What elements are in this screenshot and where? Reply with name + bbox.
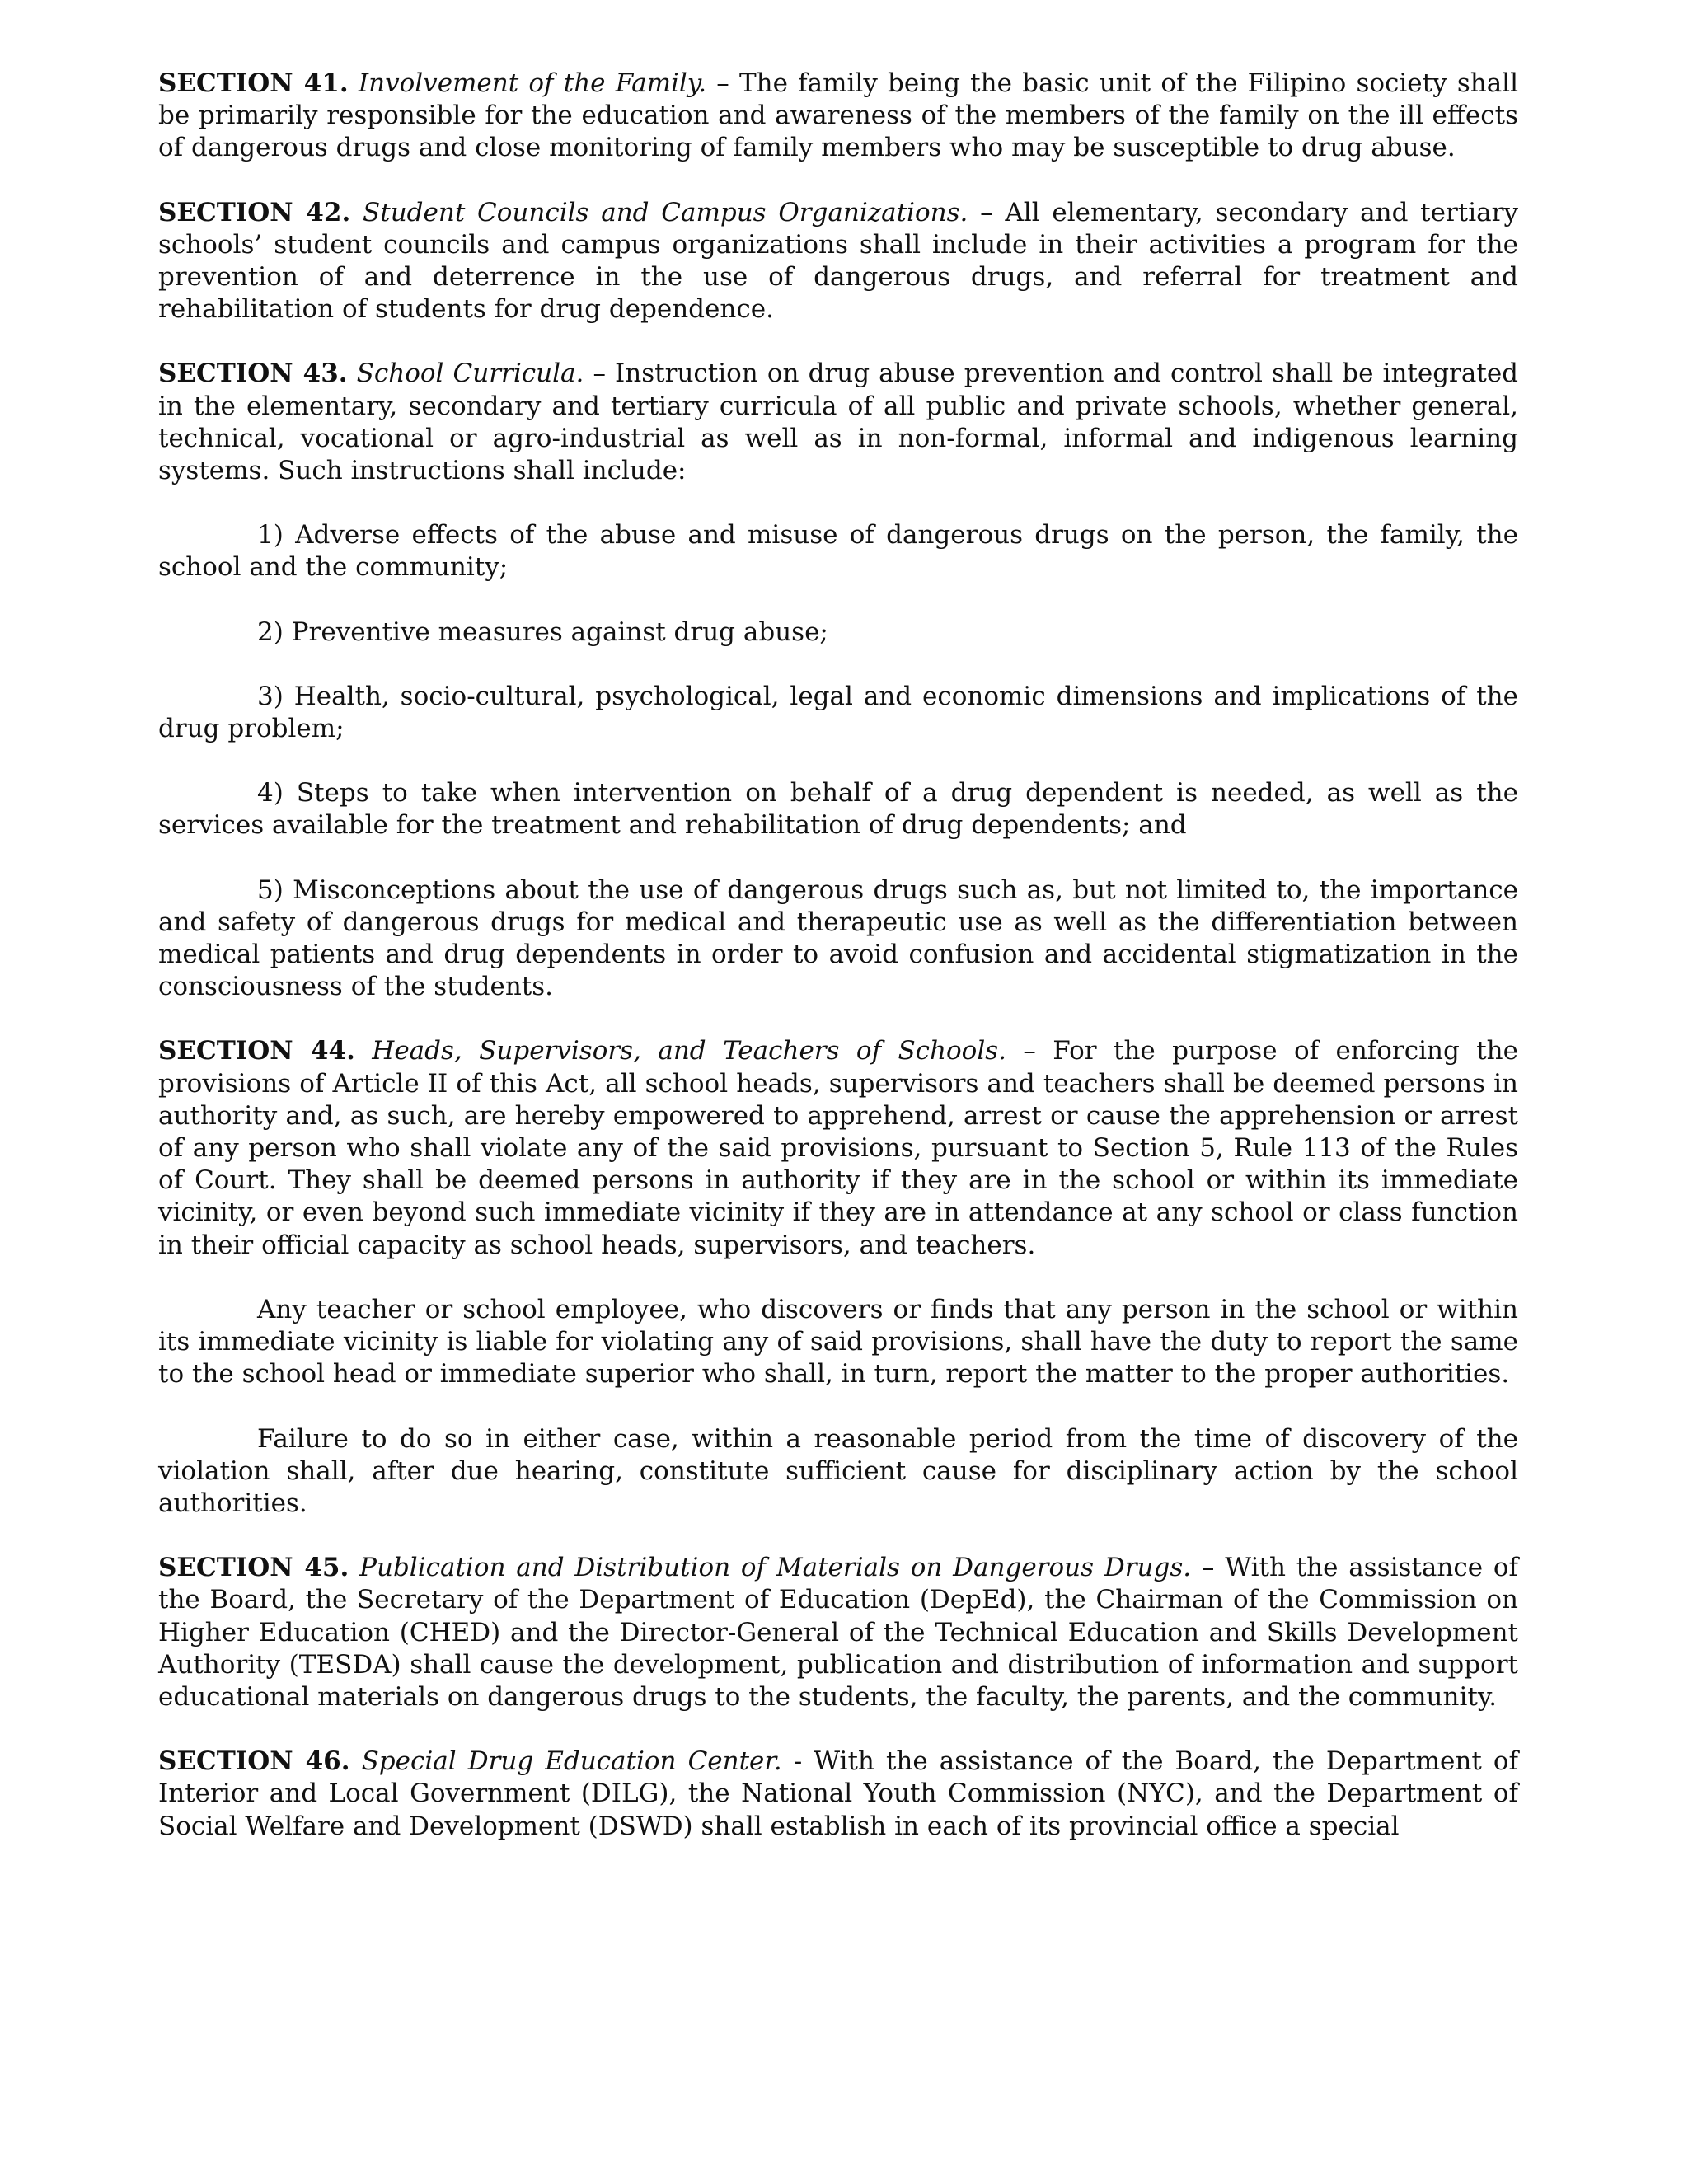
section-41	[158, 68, 1518, 165]
section-44	[158, 1035, 1518, 1261]
list-item: 3) Health, socio-cultural, psychological, legal and economic dimensions and implications of the drug problem;	[158, 681, 1518, 744]
section-number: SECTION 45.	[158, 1553, 349, 1583]
section-title: Heads, Supervisors, and Teachers of Schools.	[372, 1036, 1007, 1066]
section-46	[158, 1746, 1518, 1843]
document-page	[158, 68, 1518, 1875]
section-number: SECTION 42.	[158, 197, 351, 227]
section-title: Student Councils and Campus Organizations.	[363, 197, 968, 227]
section-43	[158, 358, 1518, 487]
section-title: School Curricula.	[356, 359, 584, 389]
section-body: – The family being the basic unit of the Filipino society shall be primarily responsible for the education and awareness of the members of the family on the ill effects of dangerous drugs and close monitoring of family members who may be susceptible to drug abuse.	[158, 68, 1518, 163]
section-number: SECTION 41.	[158, 68, 349, 98]
list-item: 2) Preventive measures against drug abuse;	[257, 616, 828, 647]
section-42	[158, 197, 1518, 326]
section-number: SECTION 44.	[158, 1036, 355, 1066]
list-item: 4) Steps to take when intervention on behalf of a drug dependent is needed, as well as the services available for the treatment and rehabilitation of drug dependents; and	[158, 778, 1518, 841]
list-item: 5) Misconceptions about the use of dangerous drugs such as, but not limited to, the importance and safety of dangerous drugs for medical and therapeutic use as well as the differentiation between medical patients and drug dependents in order to avoid confusion and accidental stigmatization in the consciousness of the students.	[158, 874, 1518, 1002]
section-body: – Instruction on drug abuse prevention and control shall be integrated in the elementary, secondary and tertiary curricula of all public and private schools, whether general, technical, vocational or agro-industrial as well as in non-formal, informal and indigenous learning systems. Such instructions shall include:	[158, 359, 1519, 486]
section-number: SECTION 46.	[158, 1746, 350, 1777]
section-body: – With the assistance of the Board, the Secretary of the Department of Education (DepEd), the Chairman of the Commission on Higher Education (CHED) and the Director-General of the Technical Education and Skills Development Authority (TESDA) shall cause the development, publication and distribution of information and support educational materials on dangerous drugs to the students, the faculty, the parents, and the community.	[158, 1553, 1519, 1712]
section-title: Publication and Distribution of Materials on Dangerous Drugs.	[359, 1553, 1192, 1583]
section-number: SECTION 43.	[158, 359, 348, 389]
section-title: Involvement of the Family.	[358, 68, 707, 98]
section-body: – All elementary, secondary and tertiary schools’ student councils and campus organizations shall include in their activities a program for the prevention of and deterrence in the use of dangerous drugs, and referral for treatment and rehabilitation of students for drug dependence.	[158, 197, 1518, 325]
body-paragraph: Any teacher or school employee, who discovers or finds that any person in the school or within its immediate vicinity is liable for violating any of said provisions, shall have the duty to report the same to the school head or immediate superior who shall, in turn, report the matter to the proper authorities.	[158, 1294, 1518, 1390]
body-paragraph: Failure to do so in either case, within a reasonable period from the time of discovery of the violation shall, after due hearing, constitute sufficient cause for disciplinary action by the school authorities.	[158, 1423, 1518, 1518]
list-item: 1) Adverse effects of the abuse and misuse of dangerous drugs on the person, the family, the school and the community;	[158, 520, 1518, 583]
section-body: - With the assistance of the Board, the Department of Interior and Local Government (DILG), the National Youth Commission (NYC), and the Department of Social Welfare and Development (DSWD) shall establish in each of its provincial office a special	[158, 1746, 1518, 1841]
section-45	[158, 1552, 1518, 1713]
section-body: – For the purpose of enforcing the provisions of Article II of this Act, all school heads, supervisors and teachers shall be deemed persons in authority and, as such, are hereby empowered to apprehend, arrest or cause the apprehension or arrest of any person who shall violate any of the said provisions, pursuant to Section 5, Rule 113 of the Rules of Court. They shall be deemed persons in authority if they are in the school or within its immediate vicinity, or even beyond such immediate vicinity if they are in attendance at any school or class function in their official capacity as school heads, supervisors, and teachers.	[158, 1036, 1518, 1260]
section-title: Special Drug Education Center.	[361, 1746, 782, 1777]
